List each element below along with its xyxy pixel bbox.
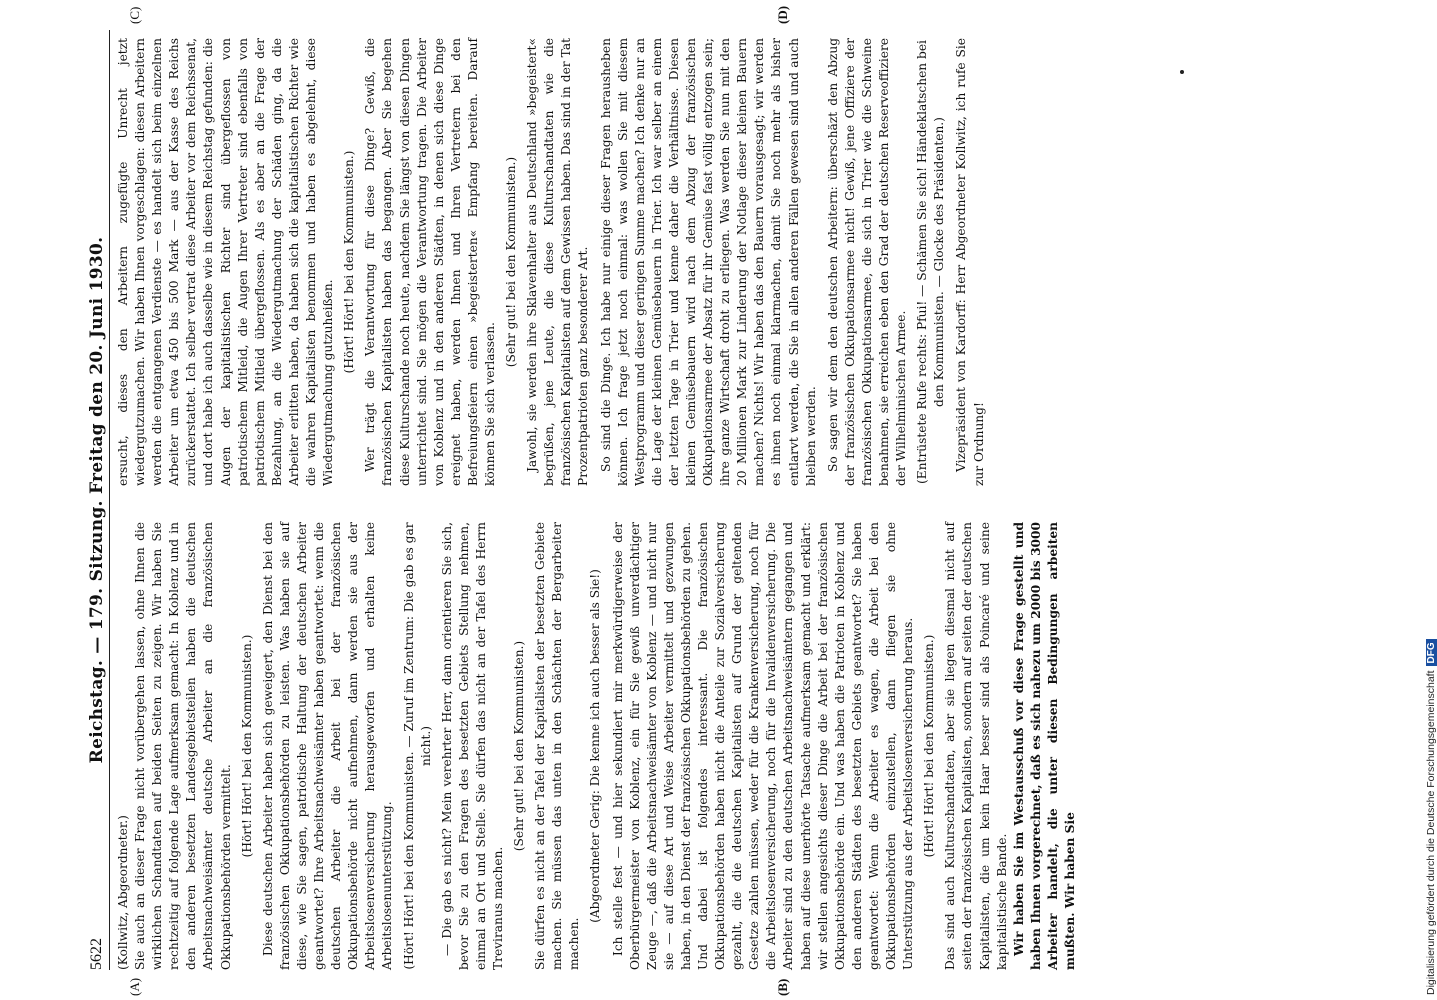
left-column-paragraph: (Hört! Hört! bei den Kommunisten.)	[922, 634, 937, 858]
right-column-paragraph: (Entrüstete Rufe rechts: Pfui! — Schämen Sie sich! Händeklatschen bei den Kommunisten. — Glocke des Präsidenten.)	[915, 40, 947, 484]
left-column-paragraph: Diese deutschen Arbeiter haben sich geweigert, den Dienst bei den französischen Okkupationsbehörden zu leisten. Was haben sie auf diese, wie Sie sagen, patriotische Haltung der deutschen Arbeiter geantwortet? Ihre Arbeitsnachweisämter haben geantwortet: wenn die deutschen Arbeiter die Arbeit bei der französischen Okkupationsbehörde nicht aufnehmen, dann werden sie aus der Arbeitslosenversicherung herausgeworfen und erhalten keine Arbeitslosenunterstützung.	[260, 522, 395, 970]
left-column-paragraph: (Kollwitz, Abgeordneter.)	[116, 815, 130, 970]
dfg-logo: DFG	[1426, 639, 1437, 666]
rotated-page	[70, 0, 1400, 1000]
right-column-paragraph: So sagen wir dem den deutschen Arbeitern: überschäzt den Abzug der französischen Okkupationsarmee nicht! Gewiß, jene Offiziere der französischen Okkupationsarmee, die sich in Trier wie die Schweine benahmen, sie erreichen eben den Grad der deutschen Reserveoffiziere der Wilhelminischen Armee.	[825, 38, 909, 486]
left-column-paragraph: (Hört! Hört! bei den Kommunisten. — Zuruf im Zentrum: Die gab es gar nicht.)	[401, 522, 433, 970]
right-column-paragraph: (Sehr gut! bei den Kommunisten.)	[504, 156, 519, 368]
right-column-paragraph: So sind die Dinge. Ich habe nur einige dieser Fragen herausheben können. Ich frage jetzt noch einmal: was wollen Sie mit diesem Westprogramm und dieser geringen Summe machen? Ich denke nur an die Lage der kleinen Gemüsebauern in Trier. Ich war selber an einem der letzten Tage in Trier und kenne daher die Verhältnisse. Diesen kleinen Gemüsebauern wird nach dem Abzug der französischen Okkupationsarmee der Absatz für ihr Gemüse fast völlig entzogen sein; ihre ganze Wirtschaft droht zu erliegen. Was werden Sie nun mit den 20 Millionen Mark zur Linderung der Notlage dieser kleinen Bauern machen? Nichts! Wir haben das den Bauern vorausgesagt; wir werden es ihnen noch einmal klarmachen, damit Sie noch mehr als bisher entlarvt werden, die Sie in allen anderen Fällen gewesen sind und auch bleiben werden.	[598, 38, 818, 486]
left-column-paragraph: Sie auch an dieser Frage nicht vorübergehen lassen, ohne Ihnen die wirklichen Schandtaten auf beiden Seiten zu zeigen. Wir haben Sie rechtzeitig auf folgende Lage aufmerksam gemacht: In Koblenz und in den anderen besetzten Landesgebietsteilen haben die deutschen Arbeitsnachweisämter deutsche Arbeiter an die französischen Okkupationsbehörden vermittelt.	[133, 522, 233, 970]
margin-mark-a: (A)	[127, 977, 142, 996]
left-column	[115, 522, 1375, 970]
speck	[1180, 70, 1184, 74]
digitization-credit	[1425, 15, 1437, 995]
left-column-paragraph: (Abgeordneter Gerig: Die kenne ich auch besser als Sie!)	[588, 569, 603, 923]
document-page	[75, 5, 1385, 996]
right-column-paragraph: (Hört! Hört! bei den Kommunisten.)	[342, 150, 357, 374]
left-column-paragraph: (Hört! Hört! bei den Kommunisten.)	[239, 634, 254, 858]
left-column-paragraph: Ich stelle fest — und hier sekundiert mir merkwürdigerweise der Oberbürgermeister von Koblenz, ein für Sie gewiß unverdächtiger Zeuge —, daß die Arbeitsnachweisämter von Koblenz — und nicht nur sie — auf diese Art und Weise Arbeiter vermittelt und gezwungen haben, in den Dienst der französischen Okkupationsbehörden zu gehen. Und dabei ist folgendes interessant. Die französischen Okkupationsbehörden haben nicht die Anteile zur Sozialversicherung gezahlt, die die deutschen Kapitalisten auf Grund der geltenden Gesetze zahlen müssen, weder für die Krankenversicherung, noch für die Arbeitslosenversicherung, noch für die Invalidenversicherung. Die Arbeiter sind zu den deutschen Arbeitsnachweisämtern gegangen und haben auf diese unerhörte Tatsache aufmerksam gemacht und erklärt: wir stellen angesichts dieser Dinge die Arbeit bei der französischen Okkupationsbehörde ein. Und was haben die Patrioten in Koblenz und den anderen Städten des besetzten Gebiets geantwortet? Sie haben geantwortet: Wenn die Arbeiter es wagen, die Arbeit bei den Okkupationsbehörden einzustellen, dann fliegen sie ohne Unterstützung aus der Arbeitslosenversicherung heraus.	[610, 522, 916, 970]
page-number: 5622	[88, 938, 105, 970]
left-column-paragraph: Sie dürfen es nicht an der Tafel der Kapitalisten der besetzten Gebiete machen. Sie müssen das unten in den Schächten der Bergarbeiter machen.	[533, 522, 582, 970]
right-column-paragraph: ersucht, dieses den Arbeitern zugefügte Unrecht jetzt wiedergutzumachen. Wir haben Ihnen vorgeschlagen: diesen Arbeitern werden die entgangenen Verdienste — es handelt sich beim einzelnen Arbeiter um etwa 450 bis 500 Mark — aus der Kasse des Reichs zurückerstattet. Ich selber vertrat diese Arbeiter vor dem Reichssenat, und dort habe ich auch dasselbe wie in diesem Reichstag gefunden: die Augen der kapitalistischen Richter sind übergeflossen von patriotischem Mitleid, die Augen Ihrer Vertreter sind ebenfalls von patriotischem Mitleid übergeflossen. Als es aber an die Frage der Bezahlung, an die Wiedergutmachung der Schäden ging, da die Arbeiter erlitten haben, da haben sich die kapitalistischen Richter wie die wahren Kapitalisten benommen und haben es abgelehnt, diese Wiedergutmachung gutzuheißen.	[116, 38, 336, 486]
left-column-paragraph: (Sehr gut! bei den Kommunisten.)	[512, 640, 527, 852]
left-column-paragraph: Wir haben Sie im Westausschuß vor diese Frage gestellt und haben Ihnen vorgerechnet, daß es sich nahezu um 2000 bis 3000 Arbeiter handelt, die unter diesen Bedingungen arbeiten mußten. Wir haben Sie	[1011, 522, 1077, 970]
right-column-paragraph: Vizepräsident von Kardorff: Herr Abgeordneter Kollwitz, ich rufe Sie zur Ordnung!	[954, 38, 986, 486]
left-column-paragraph: — Die gab es nicht? Mein verehrter Herr, dann orientieren Sie sich, bevor Sie zu den Fragen des besetzten Gebiets Stellung nehmen, einmal an Ort und Stelle. Sie dürfen das nicht an der Tafel des Herrn Treviranus machen.	[439, 522, 505, 970]
right-column-paragraph: Wer trägt die Verantwortung für diese Dinge? Gewiß, die französischen Kapitalisten haben das begangen. Aber Sie begehen diese Kulturschande noch heute, nachdem Sie längst von diesen Dingen unterrichtet sind. Sie mögen die Verantwortung tragen. Die Arbeiter von Koblenz und in den anderen Städten, in denen sich diese Dinge ereignet haben, werden Ihnen und Ihren Vertretern bei den Befreiungsfeiern einen »begeisterten« Empfang bereiten. Darauf können Sie sich verlassen.	[363, 38, 497, 486]
margin-mark-b: (B)	[775, 978, 790, 996]
margin-mark-d: (D)	[775, 5, 790, 24]
running-title: Reichstag. — 179. Sitzung. Freitag den 20. Juni 1930.	[87, 236, 107, 764]
credit-text: Digitalisierung gefördert durch die Deutsche Forschungsgemeinschaft	[1425, 670, 1437, 995]
page-header	[85, 30, 110, 970]
left-column-paragraph: Das sind auch Kulturschandtaten, aber sie liegen diesmal nicht auf seiten der französischen Kapitalisten, sondern auf seiten der deutschen Kapitalisten, die um kein Haar besser sind als Poincaré und seine kapitalistische Bande.	[943, 522, 1009, 970]
margin-mark-c: (C)	[127, 6, 142, 24]
right-column-paragraph: Jawohl, sie werden ihre Sklavenhalter aus Deutschland »begeistert« begrüßen, jene Leute, die diese Kulturschandtaten wie die französischen Kapitalisten auf dem Gewissen haben. Das sind in der Tat Prozentpatrioten ganz besonderer Art.	[525, 38, 591, 486]
right-column	[115, 38, 1375, 486]
